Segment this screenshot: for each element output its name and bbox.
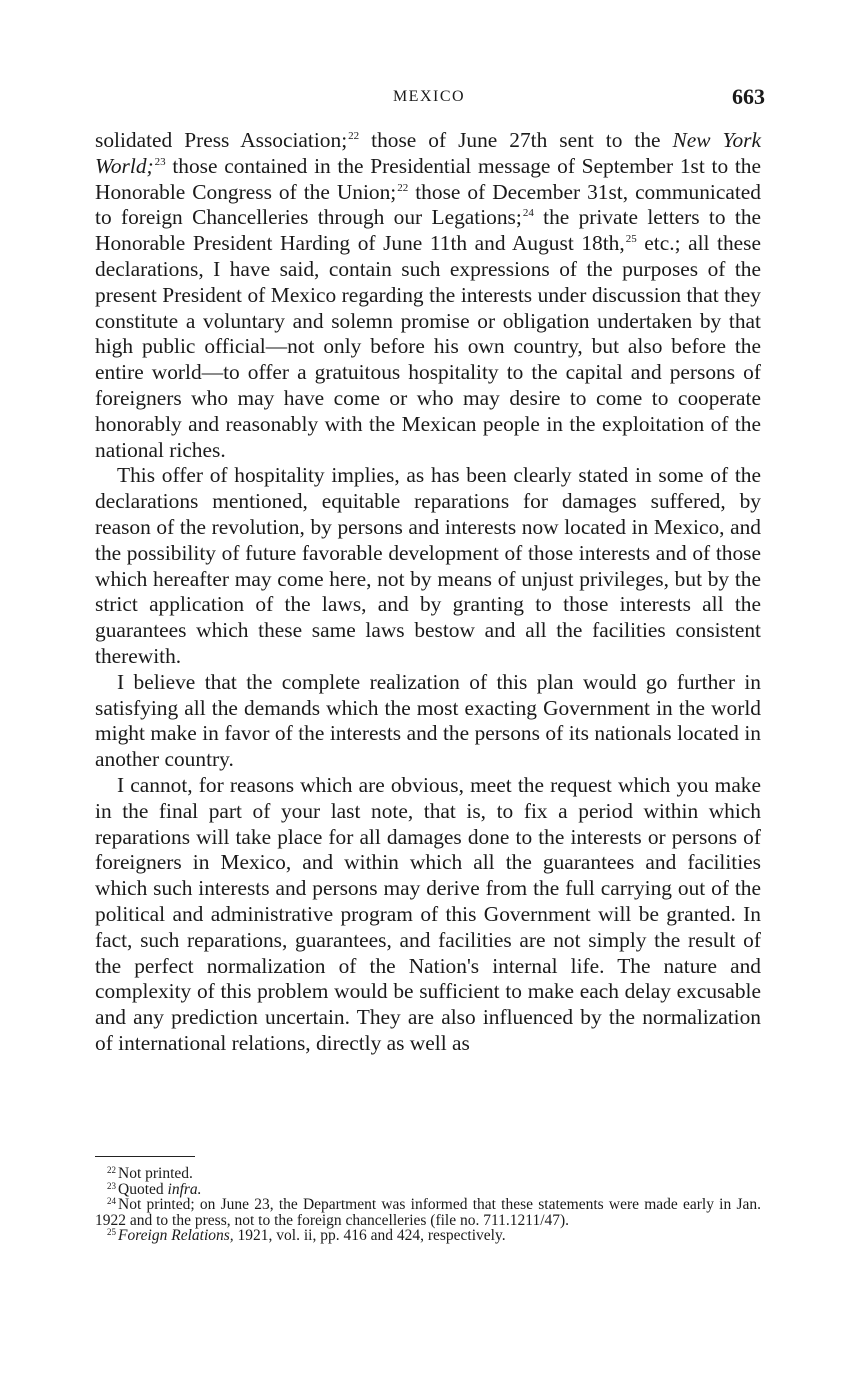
body-text <box>95 128 761 1057</box>
footnote-text: 1921, vol. ii, pp. 416 and 424, respectively. <box>233 1227 506 1244</box>
footnote-divider <box>95 1156 195 1157</box>
paragraph-3: I believe that the complete realization of this plan would go further in satisfying all the demands which the most exacting Government in the world might make in favor of the interests and the persons of its nationals located in another country. <box>95 669 761 772</box>
footnote-23 <box>95 1182 761 1198</box>
paragraph-1 <box>95 128 761 463</box>
text-run: etc.; all these declarations, I have said, contain such expressions of the purposes of the present President of Mexico regarding the interests under discussion that they constitute a voluntary and solemn promise or obligation undertaken by that high public official—not only before his own country, but also before the entire world—to offer a gratuitous hospitality to the capital and persons of foreigners who may have come or who may desire to come to cooperate honorably and reasonably with the Mexican people in the exploitation of the national riches. <box>95 231 761 462</box>
italic-title: New York World; <box>95 128 761 178</box>
footnote-mark: 24 <box>107 1196 116 1206</box>
footnote-ref: 23 <box>154 155 166 168</box>
page-header <box>93 84 765 114</box>
text-run: those contained in the Presidential message of September 1st to the Honorable Congress of the Union; <box>95 153 761 204</box>
footnote-mark: 25 <box>107 1227 116 1237</box>
footnotes <box>95 1166 761 1244</box>
text-run: those of June 27th sent to the <box>359 128 673 152</box>
footnote-25 <box>95 1228 761 1244</box>
footnote-24 <box>95 1197 761 1228</box>
paragraph-4: I cannot, for reasons which are obvious, meet the request which you make in the final part of your last note, that is, to fix a period within which reparations will take place for all damages done to the interests or persons of foreigners in Mexico, and within which all the guarantees and facilities which such interests and persons may derive from the full carrying out of the political and administrative program of this Government will be granted. In fact, such reparations, guarantees, and facilities are not simply the result of the perfect normalization of the Nation's internal life. The nature and complexity of this problem would be sufficient to make each delay excusable and any prediction uncertain. They are also influenced by the normalization of international relations, directly as well as <box>95 772 761 1055</box>
footnote-text: Not printed; on June 23, the Department was informed that these statements were made early in Jan. 1922 and to the press, not to the foreign chancelleries (file no. 711.1211/47). <box>95 1196 761 1229</box>
footnote-ref: 24 <box>522 207 534 220</box>
footnote-text: Quoted <box>118 1180 168 1198</box>
running-head: MEXICO <box>392 88 466 105</box>
footnote-ref: 22 <box>397 181 409 194</box>
text-run: solidated Press Association; <box>95 128 348 152</box>
footnote-ref: 25 <box>625 233 637 246</box>
paragraph-2: This offer of hospitality implies, as has been clearly stated in some of the declarations mentioned, equitable reparations for damages suffered, by reason of the revolution, by persons and interests now located in Mexico, and the possibility of future favorable development of those interests and of those which hereafter may come here, not by means of unjust privileges, but by the strict application of the laws, and by granting to those interests all the guarantees which these same laws bestow and all the facilities consistent therewith. <box>95 463 761 668</box>
footnote-mark: 22 <box>107 1165 116 1175</box>
footnote-text: Not printed. <box>118 1165 193 1182</box>
footnote-ref: 22 <box>348 130 360 142</box>
footnote-mark: 23 <box>107 1180 116 1191</box>
footnote-italic: Foreign Relations, <box>118 1227 234 1244</box>
text-run: the private letters to the Honorable President Harding of June 11th and August 18th, <box>95 205 762 256</box>
page-number: 663 <box>732 84 765 109</box>
text-run: those of December 31st, communicated to foreign Chancelleries through our Legations; <box>95 179 761 230</box>
footnote-22 <box>95 1166 761 1182</box>
footnote-italic: infra. <box>167 1180 202 1198</box>
